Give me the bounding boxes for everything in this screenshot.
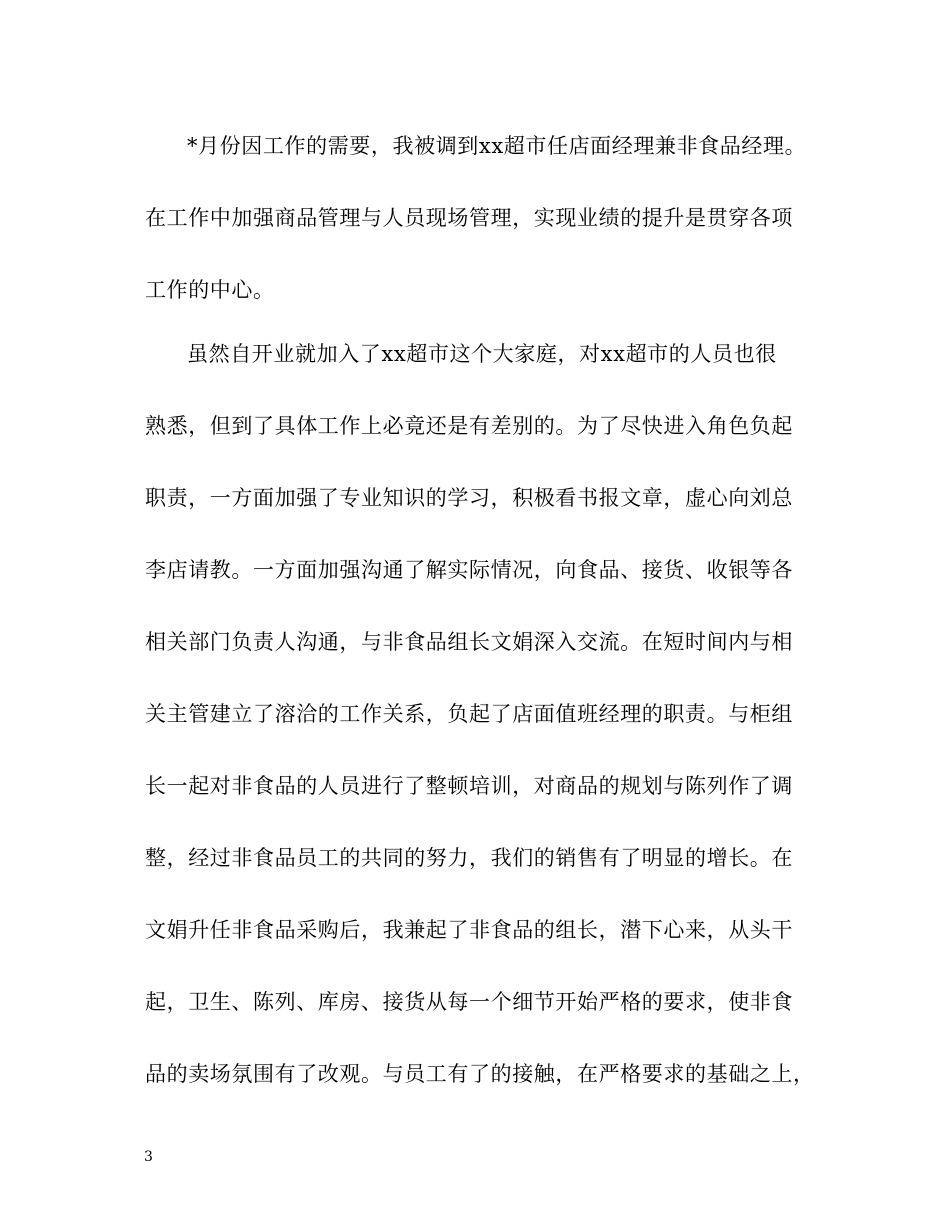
paragraph-2-line-2: 熟悉，但到了具体工作上必竟还是有差别的。为了尽快进入角色负起 [145,414,793,438]
paragraph-2-line-4: 李店请教。一方面加强沟通了解实际情况，向食品、接货、收银等各 [145,558,793,582]
paragraph-2-line-6: 关主管建立了溶洽的工作关系，负起了店面值班经理的职责。与柜组 [145,702,793,726]
paragraph-2-line-10: 起，卫生、陈列、库房、接货从每一个细节开始严格的要求，使非食 [145,990,793,1014]
page-number: 3 [144,1149,153,1165]
paragraph-1-line-2: 在工作中加强商品管理与人员现场管理，实现业绩的提升是贯穿各项 [145,206,793,230]
paragraph-1-line-3: 工作的中心。 [145,278,275,302]
paragraph-1-line-1: *月份因工作的需要，我被调到xx超市任店面经理兼非食品经理。 [187,134,807,158]
paragraph-2-line-1: 虽然自开业就加入了xx超市这个大家庭，对xx超市的人员也很 [187,342,777,366]
paragraph-2-line-8: 整，经过非食品员工的共同的努力，我们的销售有了明显的增长。在 [145,846,793,870]
paragraph-2-line-5: 相关部门负责人沟通，与非食品组长文娟深入交流。在短时间内与相 [145,630,793,654]
paragraph-2-line-9: 文娟升任非食品采购后，我兼起了非食品的组长，潜下心来，从头干 [145,918,793,942]
paragraph-2-line-3: 职责，一方面加强了专业知识的学习，积极看书报文章，虚心向刘总 [145,486,793,510]
paragraph-2-line-11: 品的卖场氛围有了改观。与员工有了的接触，在严格要求的基础之上， [145,1062,815,1086]
paragraph-2-line-7: 长一起对非食品的人员进行了整顿培训，对商品的规划与陈列作了调 [145,774,793,798]
